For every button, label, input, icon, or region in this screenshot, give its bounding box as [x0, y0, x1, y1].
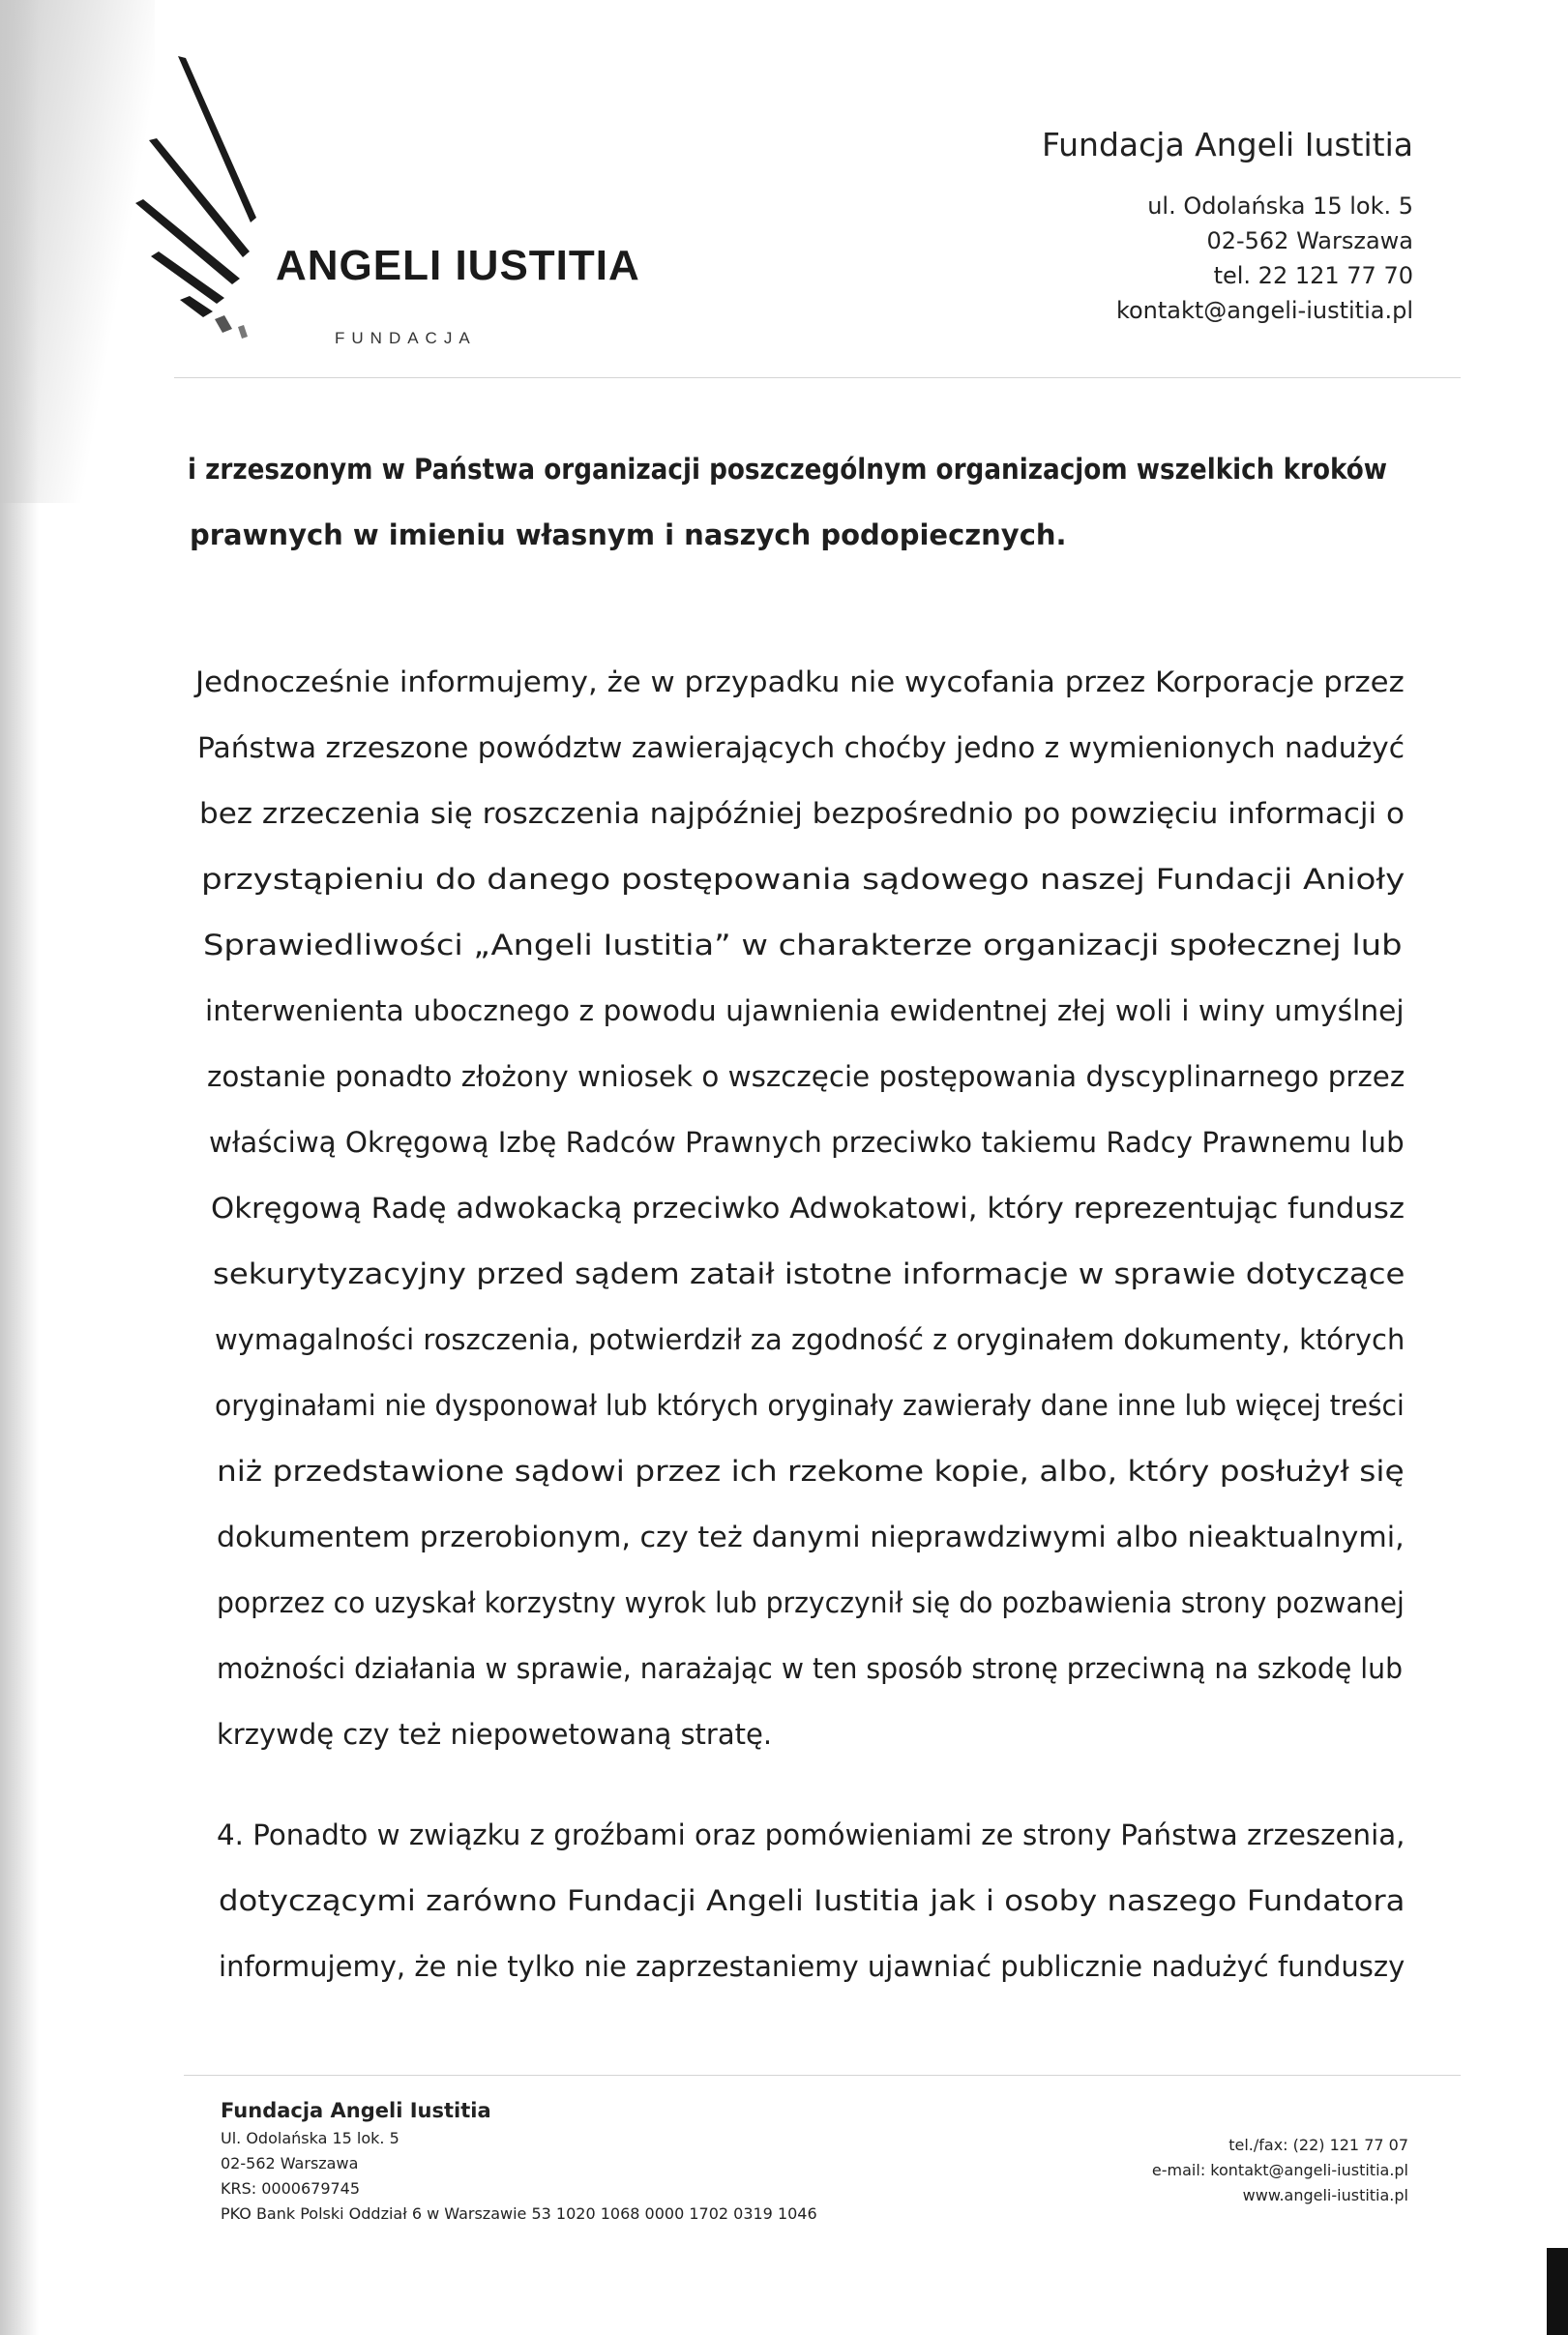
logo-name: ANGELI IUSTITIA: [276, 242, 640, 289]
wings-logo-icon: [135, 48, 290, 358]
paragraph-line: interwenienta ubocznego z powodu ujawnienia ewidentnej złej woli i winy umyślnej: [205, 994, 1405, 1027]
scan-left-shadow: [0, 0, 39, 2335]
foundation-logo: [135, 48, 640, 358]
paragraph-line: krzywdę czy też niepowetowaną stratę.: [217, 1718, 773, 1751]
header-email-line: kontakt@angeli-iustitia.pl: [1115, 297, 1413, 324]
paragraph-line: sekurytyzacyjny przed sądem zataił istotne informacje w sprawie dotyczące: [213, 1257, 1405, 1290]
paragraph-line: Jednocześnie informujemy, że w przypadku nie wycofania przez Korporacje przez: [195, 665, 1405, 698]
footer-address-line: Ul. Odolańska 15 lok. 5: [221, 2129, 399, 2147]
header-address-block: [1042, 126, 1413, 328]
header-address-line: ul. Odolańska 15 lok. 5: [1147, 192, 1413, 220]
footer-bank-line: PKO Bank Polski Oddział 6 w Warszawie 53 1020 1068 0000 1702 0319 1046: [221, 2204, 817, 2223]
paragraph-line: zostanie ponadto złożony wniosek o wszczęcie postępowania dyscyplinarnego przez: [207, 1060, 1405, 1093]
scan-corner-mark: [1547, 2248, 1568, 2335]
point4-line: 4. Ponadto w związku z groźbami oraz pomówieniami ze strony Państwa zrzeszenia,: [217, 1818, 1405, 1851]
footer-website-line: www.angeli-iustitia.pl: [1242, 2186, 1408, 2204]
footer-divider: [184, 2075, 1461, 2076]
footer-krs-line: KRS: 0000679745: [221, 2179, 361, 2198]
paragraph-line: Państwa zrzeszone powództw zawierających choćby jedno z wymienionych nadużyć: [197, 731, 1405, 764]
paragraph-line: możności działania w sprawie, narażając w ten sposób stronę przeciwną na szkodę lub: [217, 1652, 1404, 1685]
footer-email-line: e-mail: kontakt@angeli-iustitia.pl: [1151, 2161, 1408, 2179]
footer-right-block: [1152, 2133, 1408, 2208]
paragraph-line: dokumentem przerobionym, czy też danymi nieprawdziwymi albo nieaktualnymi,: [217, 1521, 1405, 1553]
paragraph-line: właściwą Okręgową Izbę Radców Prawnych przeciwko takiemu Radcy Prawnemu lub: [209, 1126, 1405, 1159]
point4-line: dotyczącymi zarówno Fundacji Angeli Iustitia jak i osoby naszego Fundatora: [219, 1884, 1405, 1917]
footer-address-line: 02-562 Warszawa: [221, 2154, 359, 2172]
header-org-name: Fundacja Angeli Iustitia: [1041, 126, 1413, 163]
paragraph-line: bez zrzeczenia się roszczenia najpóźniej bezpośrednio po powzięciu informacji o: [199, 797, 1405, 830]
paragraph-line: Sprawiedliwości „Angeli Iustitia” w charakterze organizacji społecznej lub: [203, 929, 1403, 961]
paragraph-line: oryginałami nie dysponował lub których oryginały zawierały dane inne lub więcej treści: [215, 1389, 1405, 1422]
intro-line: i zrzeszonym w Państwa organizacji poszczególnym organizacjom wszelkich kroków: [188, 453, 1388, 486]
paragraph-line: wymagalności roszczenia, potwierdził za zgodność z oryginałem dokumenty, których: [215, 1323, 1405, 1356]
paragraph-line: niż przedstawione sądowi przez ich rzekome kopie, albo, który posłużył się: [217, 1455, 1405, 1488]
paragraph-line: poprzez co uzyskał korzystny wyrok lub przyczynił się do pozbawienia strony pozwanej: [217, 1586, 1405, 1619]
header-divider: [174, 377, 1461, 378]
paragraph-line: przystąpieniu do danego postępowania sądowego naszej Fundacji Anioły: [201, 863, 1405, 896]
logo-subtitle: FUNDACJA: [335, 329, 477, 347]
footer-org-name: Fundacja Angeli Iustitia: [221, 2099, 491, 2122]
footer-left-block: [221, 2099, 817, 2227]
paragraph-line: Okręgową Radę adwokacką przeciwko Adwokatowi, który reprezentując fundusz: [211, 1192, 1405, 1225]
intro-line: prawnych w imieniu własnym i naszych podopiecznych.: [190, 518, 1067, 551]
footer-phone-line: tel./fax: (22) 121 77 07: [1228, 2136, 1408, 2154]
header-address-line: 02-562 Warszawa: [1206, 227, 1413, 254]
point4-line: informujemy, że nie tylko nie zaprzestaniemy ujawniać publicznie nadużyć funduszy: [219, 1950, 1405, 1983]
header-phone-line: tel. 22 121 77 70: [1213, 262, 1413, 289]
